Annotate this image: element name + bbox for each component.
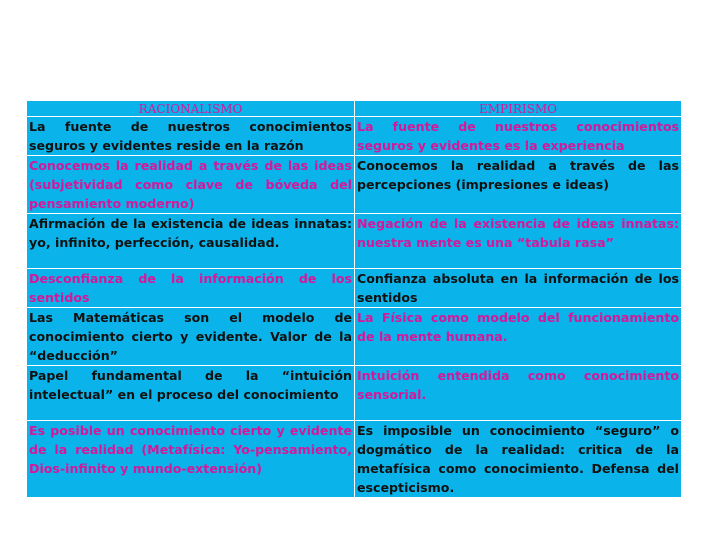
empirismo-cell: La Física como modelo del funcionamiento de la mente humana. xyxy=(355,308,682,366)
empirismo-cell: La fuente de nuestros conocimientos seguros y evidentes es la experiencia xyxy=(355,117,682,156)
table-row xyxy=(27,366,682,421)
table-row xyxy=(27,421,682,498)
header-racionalismo: RACIONALISMO xyxy=(27,101,355,117)
racionalismo-cell: Papel fundamental de la “intuición intelectual” en el proceso del conocimiento xyxy=(27,366,355,421)
racionalismo-cell: Es posible un conocimiento cierto y evidente de la realidad (Metafísica: Yo-pensamiento, Dios-infinito y mundo-extensión) xyxy=(27,421,355,498)
table-row xyxy=(27,156,682,214)
table-row xyxy=(27,269,682,308)
racionalismo-cell: Conocemos la realidad a través de las ideas (subjetividad como clave de bóveda del pensamiento moderno) xyxy=(27,156,355,214)
empirismo-cell: Intuición entendida como conocimiento sensorial. xyxy=(355,366,682,421)
racionalismo-cell: Desconfianza de la información de los sentidos xyxy=(27,269,355,308)
comparison-table xyxy=(26,100,682,498)
racionalismo-cell: Afirmación de la existencia de ideas innatas: yo, infinito, perfección, causalidad. xyxy=(27,214,355,269)
empirismo-cell: Confianza absoluta en la información de los sentidos xyxy=(355,269,682,308)
header-empirismo: EMPIRISMO xyxy=(355,101,682,117)
table-row xyxy=(27,117,682,156)
table-row xyxy=(27,214,682,269)
empirismo-cell: Negación de la existencia de ideas innatas: nuestra mente es una “tabula rasa” xyxy=(355,214,682,269)
racionalismo-cell: Las Matemáticas son el modelo de conocimiento cierto y evidente. Valor de la “deducción” xyxy=(27,308,355,366)
racionalismo-cell: La fuente de nuestros conocimientos seguros y evidentes reside en la razón xyxy=(27,117,355,156)
table-row xyxy=(27,308,682,366)
header-row xyxy=(27,101,682,117)
empirismo-cell: Conocemos la realidad a través de las percepciones (impresiones e ideas) xyxy=(355,156,682,214)
empirismo-cell: Es imposible un conocimiento “seguro” o dogmático de la realidad: critica de la metafísica como conocimiento. Defensa del escepticismo. xyxy=(355,421,682,498)
